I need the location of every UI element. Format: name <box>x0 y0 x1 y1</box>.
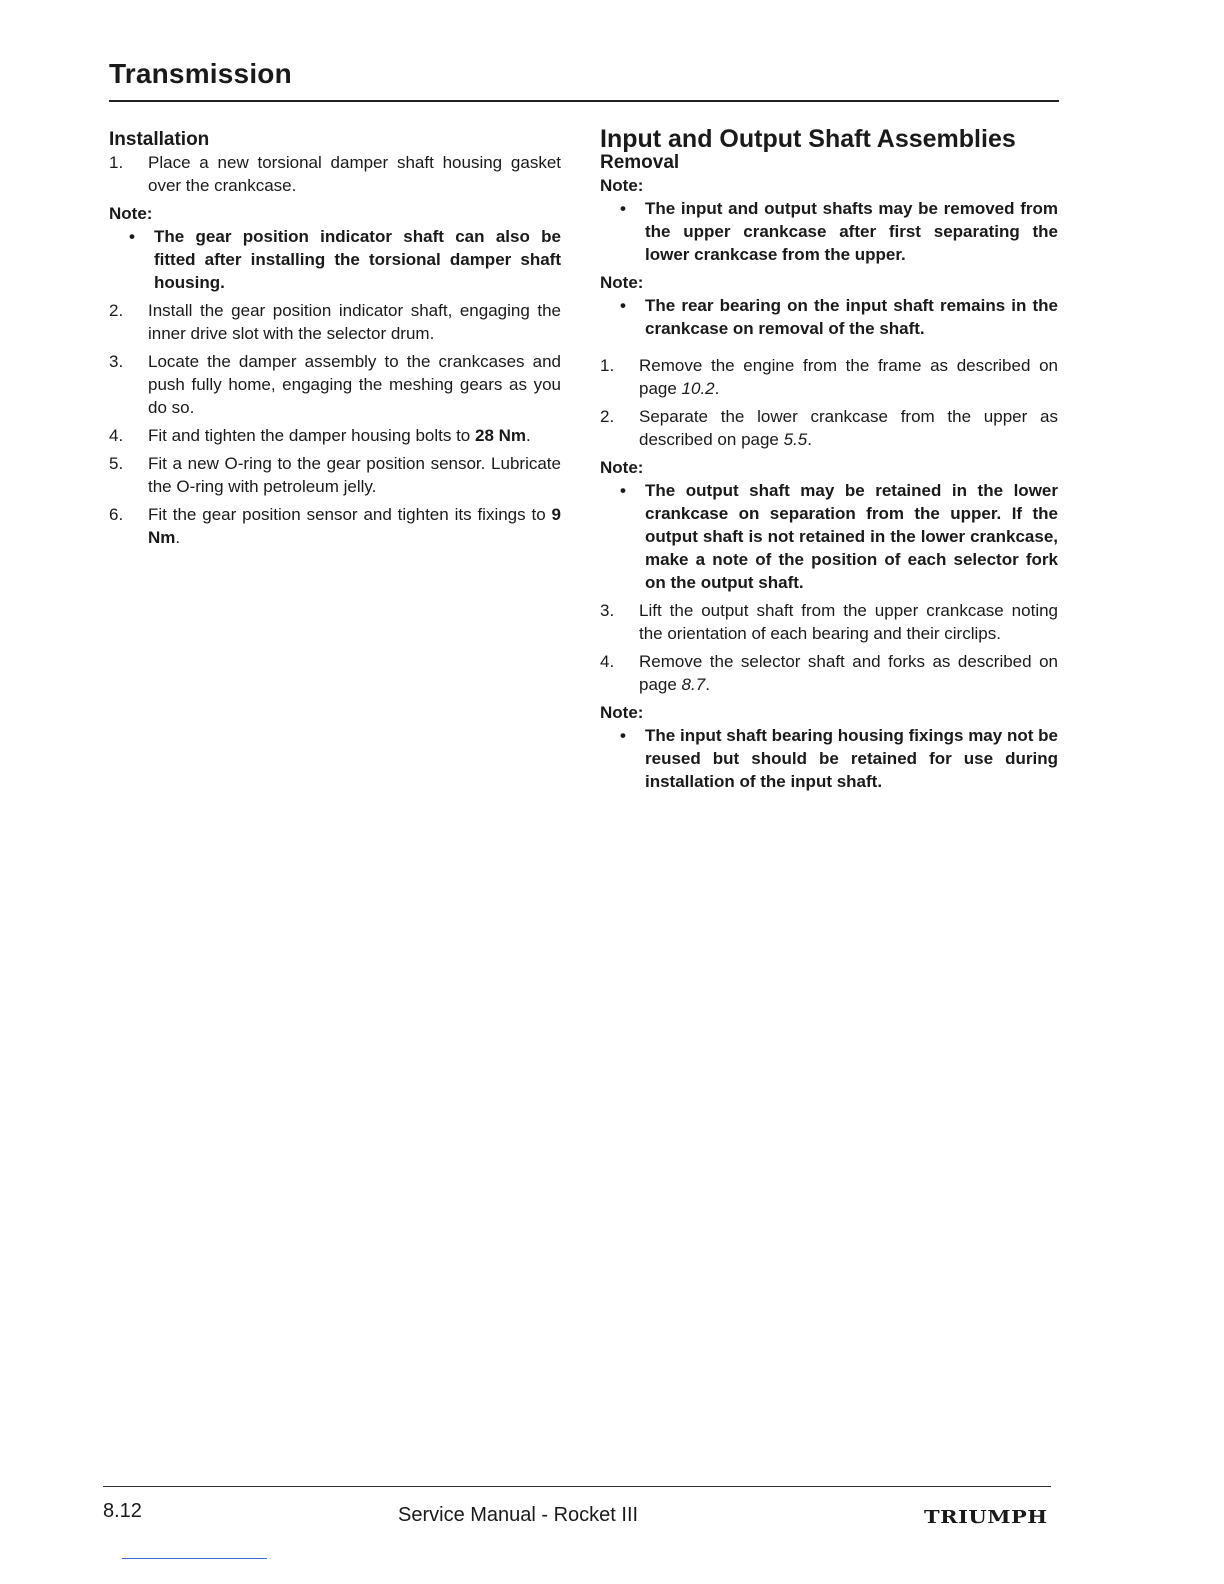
note-label: Note: <box>109 204 153 223</box>
left-column <box>109 128 561 554</box>
right-step-3 <box>600 599 1058 645</box>
left-step-2 <box>109 299 561 345</box>
footer-rule <box>103 1486 1051 1487</box>
bullet-icon: • <box>129 227 135 246</box>
page-number: 8.12 <box>103 1500 142 1522</box>
note-label: Note: <box>600 176 644 195</box>
manual-title: Service Manual - Rocket III <box>398 1504 639 1526</box>
left-step-4 <box>109 424 561 447</box>
right-step-2 <box>600 405 1058 451</box>
step-text <box>148 503 561 549</box>
step-text-tail: . <box>705 675 710 694</box>
page-reference: 8.7 <box>681 675 706 694</box>
step-number: 4. <box>600 652 615 671</box>
page-reference: 10.2 <box>681 379 715 398</box>
right-step-1 <box>600 354 1058 400</box>
note-bullet <box>600 724 1058 793</box>
header-rule <box>109 100 1059 102</box>
step-text-tail: . <box>807 430 812 449</box>
note-bullet <box>600 294 1058 340</box>
right-step-4 <box>600 650 1058 696</box>
installation-heading: Installation <box>109 129 210 150</box>
step-text <box>639 650 1058 696</box>
left-step-3 <box>109 350 561 419</box>
step-text <box>148 424 561 447</box>
bullet-icon: • <box>620 726 626 745</box>
page-title: Transmission <box>109 58 292 89</box>
step-number: 2. <box>600 407 615 426</box>
bullet-icon: • <box>620 296 626 315</box>
step-text: Lift the output shaft from the upper crankcase noting the orientation of each bearing and their circlips. <box>639 601 1058 643</box>
step-number: 1. <box>109 153 124 172</box>
step-number: 6. <box>109 505 124 524</box>
step-text: Install the gear position indicator shaft, engaging the inner drive slot with the selector drum. <box>148 301 561 343</box>
note-bullet <box>600 479 1058 594</box>
left-step-6 <box>109 503 561 549</box>
step-number: 3. <box>109 352 124 371</box>
left-step-1 <box>109 151 561 197</box>
right-column <box>600 125 1058 798</box>
step-text-main: Separate the lower crankcase from the upper as described on page <box>639 407 1058 449</box>
step-text-main: Fit and tighten the damper housing bolts to <box>148 426 475 445</box>
step-text <box>639 405 1058 451</box>
step-text-tail: . <box>526 426 531 445</box>
step-text: Fit a new O-ring to the gear position sensor. Lubricate the O-ring with petroleum jelly. <box>148 454 561 496</box>
note-text: The gear position indicator shaft can also be fitted after installing the torsional damper shaft housing. <box>154 227 561 292</box>
note-text: The input shaft bearing housing fixings may not be reused but should be retained for use during installation of the input shaft. <box>645 726 1058 791</box>
bullet-icon: • <box>620 199 626 218</box>
step-text-main: Fit the gear position sensor and tighten its fixings to <box>148 505 552 524</box>
step-text: Place a new torsional damper shaft housing gasket over the crankcase. <box>148 153 561 195</box>
step-number: 2. <box>109 301 124 320</box>
step-text: Locate the damper assembly to the crankcases and push fully home, engaging the meshing gears as you do so. <box>148 352 561 417</box>
note-label: Note: <box>600 273 644 292</box>
note-text: The rear bearing on the input shaft remains in the crankcase on removal of the shaft. <box>645 296 1058 338</box>
triumph-logo: TRIUMPH <box>924 1505 1048 1528</box>
note-text: The input and output shafts may be removed from the upper crankcase after first separating the lower crankcase from the upper. <box>645 199 1058 264</box>
step-number: 4. <box>109 426 124 445</box>
step-number: 3. <box>600 601 615 620</box>
note-bullet <box>600 197 1058 266</box>
page-reference: 5.5 <box>783 430 808 449</box>
torque-value: 28 Nm <box>474 426 527 445</box>
blue-underline-mark <box>122 1558 267 1559</box>
note-text: The output shaft may be retained in the lower crankcase on separation from the upper. If the output shaft is not retained in the lower crankcase, make a note of the position of each selector fork on the output shaft. <box>645 481 1058 592</box>
step-number: 5. <box>109 454 124 473</box>
step-text-main: Remove the selector shaft and forks as described on page <box>639 652 1058 694</box>
bullet-icon: • <box>620 481 626 500</box>
left-step-5 <box>109 452 561 498</box>
step-text <box>639 354 1058 400</box>
shaft-assemblies-heading: Input and Output Shaft Assemblies <box>600 125 1016 153</box>
torque-value: 9 Nm <box>148 505 561 547</box>
step-number: 1. <box>600 356 615 375</box>
removal-heading: Removal <box>600 152 680 173</box>
note-label: Note: <box>600 458 644 477</box>
step-text-tail: . <box>714 379 720 398</box>
note-label: Note: <box>600 703 644 722</box>
note-bullet <box>109 225 561 294</box>
step-text-tail: . <box>175 528 181 547</box>
step-text-main: Remove the engine from the frame as described on page <box>639 356 1058 398</box>
